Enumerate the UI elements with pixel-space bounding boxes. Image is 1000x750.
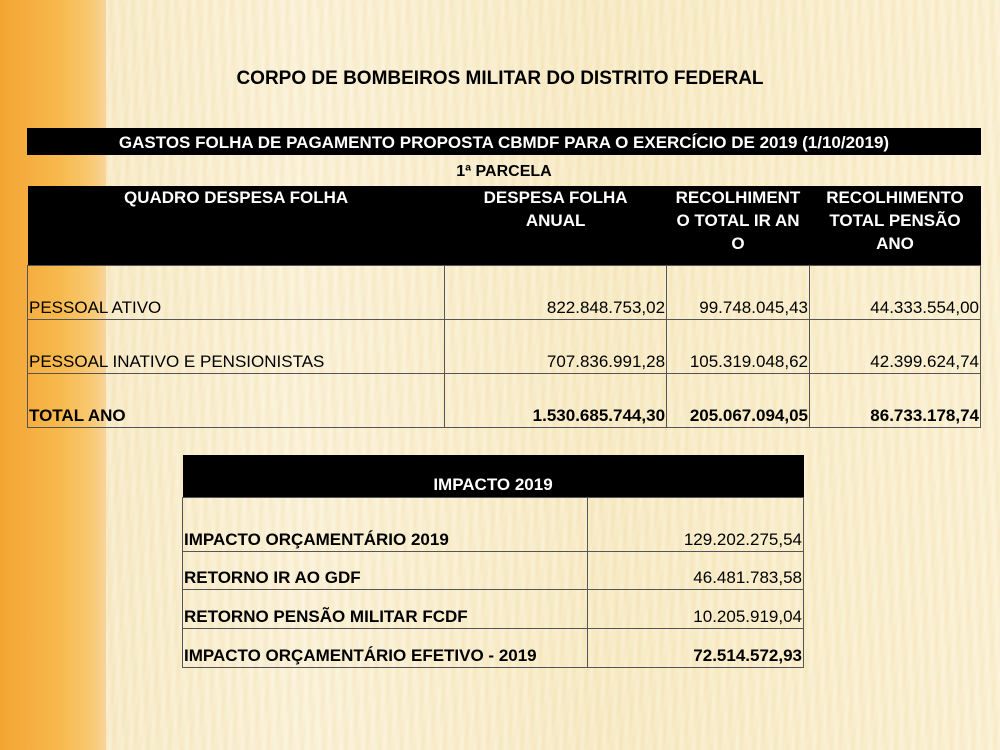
ir-value: 105.319.048,62 [667,320,810,374]
despesa-value: 707.836.991,28 [445,320,667,374]
parcela-label: 1ª PARCELA [456,163,552,180]
header-quadro: QUADRO DESPESA FOLHA [28,186,445,266]
main-header: GASTOS FOLHA DE PAGAMENTO PROPOSTA CBMDF PARA O EXERCÍCIO DE 2019 (1/10/2019) [27,128,981,155]
despesa-value: 1.530.685.744,30 [445,374,667,428]
row-label: PESSOAL INATIVO E PENSIONISTAS [28,320,445,374]
total-row [28,374,981,428]
table-row [183,590,804,629]
table-row [28,266,981,320]
impact-label: IMPACTO ORÇAMENTÁRIO 2019 [183,498,588,552]
table-row [183,629,804,668]
table-row [183,552,804,590]
row-label: PESSOAL ATIVO [28,266,445,320]
ir-value: 205.067.094,05 [667,374,810,428]
impact-value: 46.481.783,58 [588,552,804,590]
impact-value: 10.205.919,04 [588,590,804,629]
impact-value: 72.514.572,93 [588,629,804,668]
impact-header: IMPACTO 2019 [183,455,804,498]
table-row [183,498,804,552]
pensao-value: 86.733.178,74 [809,374,980,428]
impact-table-header-row [183,455,804,498]
impact-label: RETORNO IR AO GDF [183,552,588,590]
header-despesa: DESPESA FOLHA ANUAL [445,186,667,266]
impact-value: 129.202.275,54 [588,498,804,552]
pensao-value: 42.399.624,74 [809,320,980,374]
header-pensao: RECOLHIMENTO TOTAL PENSÃO ANO [809,186,980,266]
header-ir: RECOLHIMENTO TOTAL IR ANO [667,186,810,266]
expense-table-header-row [28,186,981,266]
impact-label: IMPACTO ORÇAMENTÁRIO EFETIVO - 2019 [183,629,588,668]
impact-table [182,455,804,668]
ir-value: 99.748.045,43 [667,266,810,320]
pensao-value: 44.333.554,00 [809,266,980,320]
expense-table [27,186,981,428]
organization-title: CORPO DE BOMBEIROS MILITAR DO DISTRITO FEDERAL [236,68,764,89]
despesa-value: 822.848.753,02 [445,266,667,320]
impact-label: RETORNO PENSÃO MILITAR FCDF [183,590,588,629]
table-row [28,320,981,374]
row-label: TOTAL ANO [28,374,445,428]
